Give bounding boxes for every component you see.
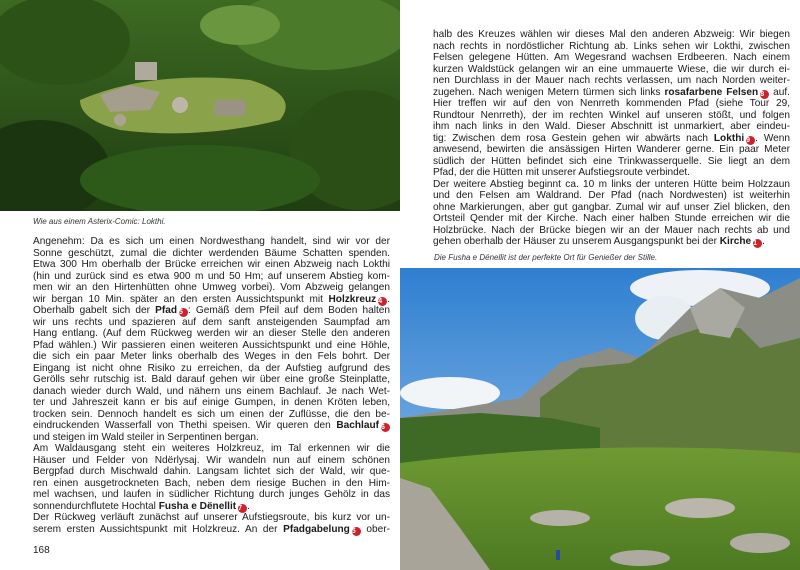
text-run: Häuser und Felder von Ndërlysaj. Wir wandeln nun auf einem schönen: [33, 454, 390, 466]
waypoint-marker-icon: 8: [760, 90, 769, 99]
text-line: [33, 432, 390, 444]
text-run: sonnendurchflutete Hochtal: [33, 500, 159, 512]
text-run: Oberhalb gabelt sich der: [33, 305, 156, 316]
text-line: [33, 386, 390, 398]
text-line: [33, 328, 390, 340]
text-line: [433, 144, 790, 156]
place-name: Pfad: [155, 305, 177, 316]
text-run: Pfad, der die Hütten mit unserer Aufstiegsroute verbindet.: [433, 167, 690, 178]
text-line: [433, 75, 790, 87]
text-line: [33, 317, 390, 329]
text-run: ter und Jahreszeit kann er bis auf einige Gumpen, in denen Kröten leben,: [33, 397, 390, 408]
text-line: [433, 202, 790, 214]
text-line: [433, 41, 790, 53]
text-run: Angenehm: Da es sich um einen Nordwesthang handelt, sind wir vor der: [33, 236, 390, 247]
text-run: Felsen gelegene Hütten. Am Wegesrand wachsen Erdbeeren. Nach einem: [433, 52, 790, 63]
photo-caption: Die Fusha e Dënellit ist der perfekte Ort für Genießer der Stille.: [434, 253, 658, 262]
text-run: die sich ein paar Meter links oberhalb des Weges in den Fels bohrt. Der: [33, 351, 390, 362]
text-run: halb des Kreuzes wählen wir dieses Mal den anderen Abzweig: Wir biegen: [433, 29, 790, 40]
text-line: [433, 110, 790, 122]
text-line: [433, 52, 790, 64]
text-line: [33, 271, 390, 283]
text-line: [433, 225, 790, 237]
text-run: Bergpfad durch Mischwald dahin. Langsam lichtet sich der Wald, wir que-: [33, 466, 390, 477]
text-line: [33, 455, 390, 467]
text-line: [433, 156, 790, 168]
text-run: gehen oberhalb der Häuser zu unserem Ausgangspunkt bei der: [433, 236, 720, 247]
text-run: Etwa 300 Hm oberhalb der Brücke erreichen wir einen Abzweig nach Lokthi: [33, 259, 390, 270]
text-run: trocken sein. Dennoch handelt es sich um einen der Zuflüsse, die den be-: [33, 408, 390, 420]
text-line: [33, 363, 390, 375]
text-run: zugehen. Nach wenigen Metern türmen sich links: [433, 86, 665, 98]
text-run: und steigen im Wald steiler in Serpentinen bergan.: [33, 431, 259, 443]
place-name: Fusha e Dënellit: [158, 500, 237, 512]
text-run: eindruckenden Wasserfall von Thethi speisen. Wir queren den: [33, 420, 337, 431]
text-line: [33, 294, 390, 306]
waypoint-marker-icon: 5: [179, 308, 188, 317]
text-run: anwesend, bewirten die ansässigen Hirten Wanderer gerne. Ein paar Meter: [433, 144, 790, 155]
text-line: [33, 524, 390, 536]
text-run: ihm nach links in den Wald. Dieser Abschnitt ist unmarkiert, aber eindeu-: [433, 121, 790, 132]
text-line: [33, 478, 390, 490]
photo-caption: Wie aus einem Asterix-Comic: Lokthi.: [33, 217, 166, 226]
place-name: Holzkreuz: [328, 293, 377, 305]
text-line: [33, 340, 390, 352]
text-line: [433, 213, 790, 225]
text-run: .: [762, 236, 765, 247]
text-run: danach wieder durch Wald, und nähern uns einem Bachlauf. Je nach Wet-: [33, 385, 390, 397]
text-run: wir uns rechts und spazieren auf dem sanft ansteigenden Saumpfad am: [33, 316, 390, 328]
text-line: [33, 259, 390, 271]
text-line: [33, 420, 390, 432]
text-line: [433, 87, 790, 99]
text-run: und den Felsen am Waldrand. Der Pfad (nach Nordwesten) ist weiterhin: [433, 190, 790, 201]
place-name: rosafarbene Felsen: [664, 86, 759, 98]
text-run: Sonne geschützt, zumal die dichter werdenden Bäume Schatten spenden.: [33, 247, 390, 259]
waypoint-marker-icon: 5: [352, 527, 361, 536]
text-run: nach rechts in nordöstlicher Richtung ab. Links sehen wir Lokthi, zwischen: [433, 40, 790, 52]
text-run: ren einen ausgetrockneten Bach, neben dem riesige Buchen in den Him-: [33, 477, 390, 489]
text-line: [33, 501, 390, 513]
text-run: Hier treffen wir auf den von Nenrreth kommenden Pfad (siehe Tour 29,: [433, 98, 790, 109]
text-line: [33, 409, 390, 421]
text-run: südlich der Hütten befindet sich eine Trinkwasserquelle. Sie liegt an dem: [433, 155, 790, 167]
place-name: Bachlauf: [336, 420, 379, 431]
text-line: [33, 443, 390, 455]
text-run: Eingang ist nicht ohne Risiko zu erreichen, da der Aufstieg aufgrund des: [33, 362, 390, 374]
text-run: wir bergan 10 Min. später an den ersten Aussichtspunkt mit: [33, 293, 329, 305]
text-run: Der Rückweg verläuft zunächst auf unserer Aufstiegsroute, bis kurz vor un-: [33, 512, 390, 523]
text-run: Der weitere Abstieg beginnt ca. 10 m links der unteren Hütte beim Holzzaun: [433, 178, 790, 190]
page-number: 168: [33, 545, 50, 556]
text-run: : Gemäß dem Pfeil auf dem Boden halten: [187, 305, 391, 316]
text-line: [33, 374, 390, 386]
text-line: [433, 167, 790, 179]
text-line: [33, 305, 390, 317]
text-line: [433, 98, 790, 110]
text-run: (hin und zurück sind es etwa 900 m und 50 Hm; auf unserem Abstieg kom-: [33, 270, 390, 282]
text-run: Holzbrücke. Nach der Brücke biegen wir an der Mauer nach rechts ab und: [433, 224, 790, 236]
text-run: Gerölls sehr rutschig ist. Bald darauf gehen wir über eine große Steinplatte,: [33, 374, 390, 385]
text-line: [433, 121, 790, 133]
text-run: . Wenn: [755, 132, 790, 144]
text-run: Ortsteil Qender mit der Kirche. Nach einer halben Stunde erreichen wir die: [433, 213, 790, 224]
waypoint-marker-icon: 6: [381, 423, 390, 432]
text-run: serem ersten Aussichtspunkt mit Holzkreuz. An der: [33, 523, 284, 535]
photo-lokthi-huts: [0, 0, 400, 211]
place-name: Lokthi: [713, 132, 745, 144]
waypoint-marker-icon: 7: [238, 504, 247, 513]
left-body-text: [33, 236, 390, 535]
text-line: [33, 248, 390, 260]
text-run: ohne Markierungen, aber gut gangbar. Zumal wir auf unser Ziel blicken, den: [433, 201, 790, 213]
waypoint-marker-icon: 4: [378, 297, 387, 306]
text-line: [433, 190, 790, 202]
text-line: [33, 512, 390, 524]
text-run: men wir an den Hirtenhütten ohne Umweg vorbei). Vom Abzweig gelangen: [33, 282, 390, 293]
text-line: [33, 489, 390, 501]
text-line: [33, 466, 390, 478]
text-line: [433, 236, 790, 248]
text-line: [33, 282, 390, 294]
text-run: Pfad wählen.) Wir passieren einen weiteren Aussichtspunkt und eine Höhle,: [33, 339, 390, 351]
text-run: auf.: [769, 86, 790, 98]
text-run: tig: Zwischen dem rosa Gestein gehen wir abwärts nach: [433, 132, 714, 144]
text-line: [33, 236, 390, 248]
text-run: Hang entlang. (Auf dem Rückweg werden wir an dieser Stelle den anderen: [33, 328, 390, 339]
text-run: kurzen Waldstück gelangen wir an eine ummauerte Wiese, die wir durch ei-: [433, 63, 790, 75]
text-run: ober-: [360, 523, 390, 535]
text-run: mel wachsen, und laufen in südlicher Richtung durch junges Gehölz in das: [33, 489, 390, 500]
text-line: [433, 64, 790, 76]
photo-fusha-e-denellit: [400, 268, 800, 570]
text-run: Rundtour Nenrreth), der im rechten Winkel auf unseren stößt, und folgen: [433, 109, 790, 121]
text-line: [33, 397, 390, 409]
place-name: Pfadgabelung: [283, 523, 350, 535]
waypoint-marker-icon: 1: [753, 239, 762, 248]
text-line: [33, 351, 390, 363]
waypoint-marker-icon: 9: [746, 136, 755, 145]
text-run: nen Durchlass in der Mauer nach rechts verlassen, um nach Norden weiter-: [433, 75, 790, 86]
right-body-text: [433, 29, 790, 248]
text-run: Am Waldausgang steht ein weiteres Holzkreuz, im Tal erkennen wir die: [33, 443, 390, 454]
text-run: .: [247, 500, 250, 512]
text-run: .: [387, 293, 390, 305]
text-line: [433, 133, 790, 145]
text-line: [433, 29, 790, 41]
text-line: [433, 179, 790, 191]
place-name: Kirche: [719, 236, 752, 247]
